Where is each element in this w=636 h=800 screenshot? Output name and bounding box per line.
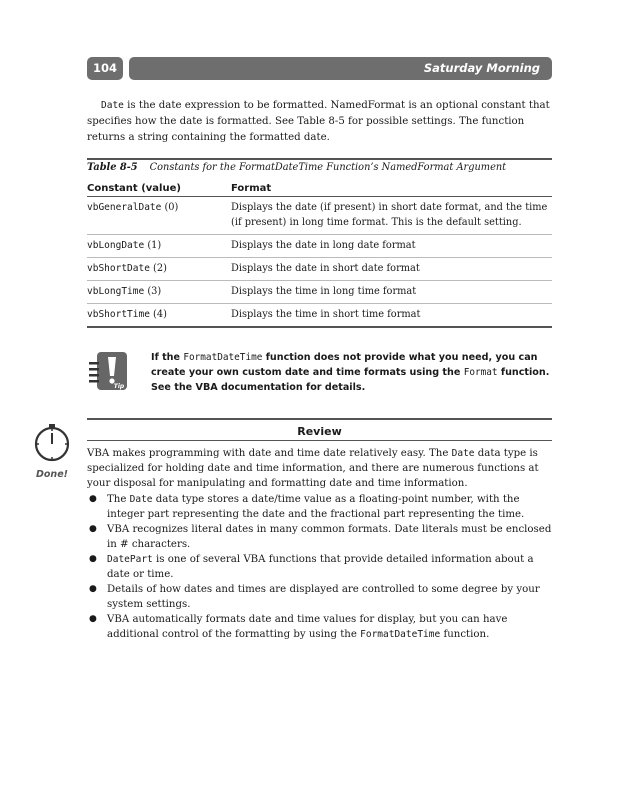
table-header-row <box>87 182 552 197</box>
table-row <box>87 304 552 328</box>
table-caption-text: Constants for the FormatDateTime Function’s NamedFormat Argument <box>149 162 507 173</box>
intro-code: Date <box>101 100 124 111</box>
format-cell: Displays the time in long time format <box>231 281 552 304</box>
list-item <box>107 612 557 642</box>
bullet-text: The <box>107 494 130 505</box>
constant-cell <box>87 258 231 281</box>
format-cell: Displays the time in short time format <box>231 304 552 328</box>
bullet-text: Details of how dates and times are displayed are controlled to some degree by your system settings. <box>107 584 540 610</box>
bullet-code: Date <box>129 494 153 505</box>
review-bullet-list <box>87 492 557 642</box>
constant-cell <box>87 281 231 304</box>
table-row <box>87 281 552 304</box>
tip-box <box>87 350 552 396</box>
constant-value: (3) <box>144 286 162 297</box>
bullet-text: function. <box>440 629 490 640</box>
constant-cell <box>87 304 231 328</box>
review-text-part: data type is specialized for holding date and time information, and there are numerous functions at your disposal for manipulating and formatting date and time information. <box>87 448 539 489</box>
table-caption <box>87 158 552 173</box>
tip-code: Format <box>463 367 498 378</box>
bullet-text: data type stores a date/time value as a floating-point number, with the integer part representing the date and the fractional part representing the time. <box>107 494 525 520</box>
column-header-format: Format <box>231 182 552 197</box>
constant-value: (0) <box>161 202 179 213</box>
review-code: Date <box>451 448 475 459</box>
section-title: Saturday Morning <box>129 57 552 80</box>
tip-icon-label: Tip <box>113 383 125 390</box>
bullet-code: DatePart <box>107 554 153 565</box>
constant-name: vbLongTime <box>87 286 145 297</box>
table-row <box>87 258 552 281</box>
table-row <box>87 235 552 258</box>
list-item <box>107 492 557 522</box>
list-item <box>107 582 557 612</box>
list-item <box>107 522 557 552</box>
tip-text-part: function does not provide what you need, you can create your own custom date and time formats using the <box>151 352 538 378</box>
constant-cell <box>87 235 231 258</box>
constant-value: (2) <box>149 263 167 274</box>
bullet-code: FormatDateTime <box>360 629 441 640</box>
review-text-part: VBA makes programming with date and time date relatively easy. The <box>87 448 452 459</box>
done-marker <box>30 423 74 480</box>
review-paragraph <box>87 446 552 491</box>
intro-paragraph <box>87 98 552 146</box>
constant-value: (1) <box>144 240 162 251</box>
format-constants-table <box>87 182 552 328</box>
bullet-text: VBA automatically formats date and time values for display, but you can have additional control of the formatting by using the <box>107 614 508 640</box>
intro-text: is the date expression to be formatted. NamedFormat is an optional constant that specifies how the date is formatted. See Table 8-5 for possible settings. The function returns a string containing the formatted date. <box>87 100 550 143</box>
bullet-text: is one of several VBA functions that provide detailed information about a date or time. <box>107 554 534 580</box>
format-cell: Displays the date in short date format <box>231 258 552 281</box>
constant-name: vbGeneralDate <box>87 202 162 213</box>
stopwatch-icon <box>32 423 72 463</box>
format-cell: Displays the date in long date format <box>231 235 552 258</box>
page-header <box>87 57 552 80</box>
tip-code: FormatDateTime <box>183 352 263 363</box>
format-cell: Displays the date (if present) in short date format, and the time (if present) in long time format. This is the default setting. <box>231 197 552 235</box>
tip-text-part: function. See the VBA documentation for details. <box>151 367 550 393</box>
tip-text <box>151 350 551 395</box>
column-header-constant: Constant (value) <box>87 182 231 197</box>
done-label: Done! <box>36 469 68 480</box>
constant-name: vbShortTime <box>87 309 150 320</box>
bullet-text: VBA recognizes literal dates in many common formats. Date literals must be enclosed in # characters. <box>107 524 552 550</box>
page-number: 104 <box>87 57 123 80</box>
constant-cell <box>87 197 231 235</box>
list-item <box>107 552 557 582</box>
table-label: Table 8-5 <box>87 162 138 173</box>
review-heading: Review <box>87 418 552 441</box>
constant-value: (4) <box>149 309 167 320</box>
tip-text-part: If the <box>151 352 184 363</box>
table-row <box>87 197 552 235</box>
tip-exclamation-icon <box>89 350 129 392</box>
constant-name: vbLongDate <box>87 240 145 251</box>
constant-name: vbShortDate <box>87 263 150 274</box>
